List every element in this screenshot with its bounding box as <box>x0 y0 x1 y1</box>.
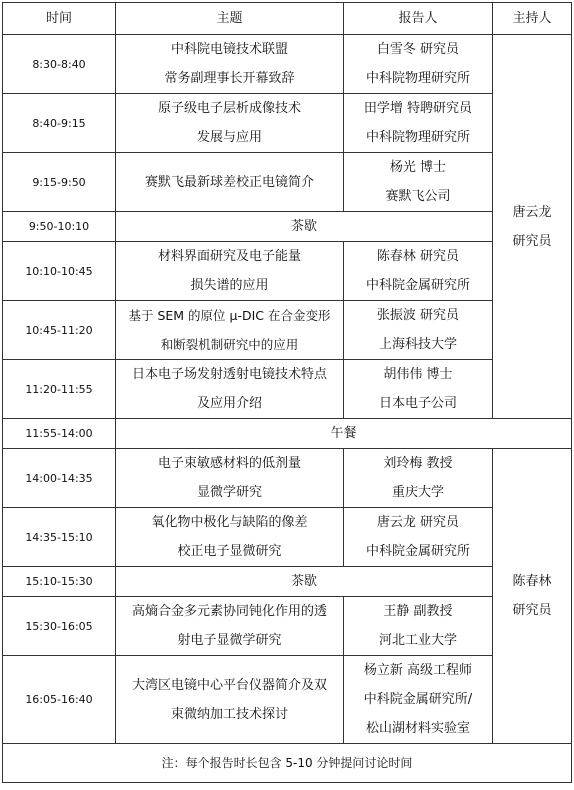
topic-cell: 大湾区电镜中心平台仪器简介及双 束微纳加工技术探讨 <box>116 656 344 744</box>
table-row <box>3 597 572 656</box>
table-row <box>3 508 572 567</box>
break-row <box>3 567 572 597</box>
reporter-cell: 白雪冬 研究员 中科院物理研究所 <box>344 35 493 94</box>
note-row <box>3 744 572 783</box>
topic-cell: 中科院电镜技术联盟 常务副理事长开幕致辞 <box>116 35 344 94</box>
topic-cell: 电子束敏感材料的低剂量 显微学研究 <box>116 449 344 508</box>
lunch-row <box>3 419 572 449</box>
topic-cell: 原子级电子层析成像技术 发展与应用 <box>116 94 344 153</box>
time-cell: 9:15-9:50 <box>3 153 116 212</box>
table-row <box>3 153 572 212</box>
topic-cell: 赛默飞最新球差校正电镜简介 <box>116 153 344 212</box>
reporter-cell: 胡伟伟 博士 日本电子公司 <box>344 360 493 419</box>
time-cell: 8:30-8:40 <box>3 35 116 94</box>
reporter-cell: 杨立新 高级工程师 中科院金属研究所/ 松山湖材料实验室 <box>344 656 493 744</box>
note-text: 注：每个报告时长包含 5-10 分钟提问讨论时间 <box>3 744 572 783</box>
reporter-cell: 刘玲梅 教授 重庆大学 <box>344 449 493 508</box>
time-cell: 11:20-11:55 <box>3 360 116 419</box>
table-row <box>3 242 572 301</box>
time-cell: 11:55-14:00 <box>3 419 116 449</box>
header-time: 时间 <box>3 3 116 35</box>
time-cell: 8:40-9:15 <box>3 94 116 153</box>
host-cell-afternoon: 陈春林 研究员 <box>493 449 572 744</box>
time-cell: 15:10-15:30 <box>3 567 116 597</box>
topic-cell: 基于 SEM 的原位 μ-DIC 在合金变形 和断裂机制研究中的应用 <box>116 301 344 360</box>
break-cell: 茶歇 <box>116 212 493 242</box>
time-cell: 14:35-15:10 <box>3 508 116 567</box>
time-cell: 9:50-10:10 <box>3 212 116 242</box>
header-host: 主持人 <box>493 3 572 35</box>
reporter-cell: 唐云龙 研究员 中科院金属研究所 <box>344 508 493 567</box>
table-row <box>3 301 572 360</box>
schedule-table <box>2 2 572 783</box>
time-cell: 16:05-16:40 <box>3 656 116 744</box>
topic-cell: 材料界面研究及电子能量 损失谱的应用 <box>116 242 344 301</box>
table-row <box>3 449 572 508</box>
table-row <box>3 656 572 744</box>
time-cell: 15:30-16:05 <box>3 597 116 656</box>
topic-cell: 氧化物中极化与缺陷的像差 校正电子显微研究 <box>116 508 344 567</box>
topic-cell: 日本电子场发射透射电镜技术特点 及应用介绍 <box>116 360 344 419</box>
lunch-cell: 午餐 <box>116 419 572 449</box>
reporter-cell: 张振波 研究员 上海科技大学 <box>344 301 493 360</box>
reporter-cell: 田学增 特聘研究员 中科院物理研究所 <box>344 94 493 153</box>
table-row <box>3 360 572 419</box>
time-cell: 10:45-11:20 <box>3 301 116 360</box>
table-row <box>3 94 572 153</box>
reporter-cell: 杨光 博士 赛默飞公司 <box>344 153 493 212</box>
break-row <box>3 212 572 242</box>
host-cell-morning: 唐云龙 研究员 <box>493 35 572 419</box>
header-row <box>3 3 572 35</box>
reporter-cell: 陈春林 研究员 中科院金属研究所 <box>344 242 493 301</box>
time-cell: 14:00-14:35 <box>3 449 116 508</box>
table-row <box>3 35 572 94</box>
topic-cell: 高熵合金多元素协同钝化作用的透 射电子显微学研究 <box>116 597 344 656</box>
time-cell: 10:10-10:45 <box>3 242 116 301</box>
break-cell: 茶歇 <box>116 567 493 597</box>
header-reporter: 报告人 <box>344 3 493 35</box>
header-topic: 主题 <box>116 3 344 35</box>
reporter-cell: 王静 副教授 河北工业大学 <box>344 597 493 656</box>
